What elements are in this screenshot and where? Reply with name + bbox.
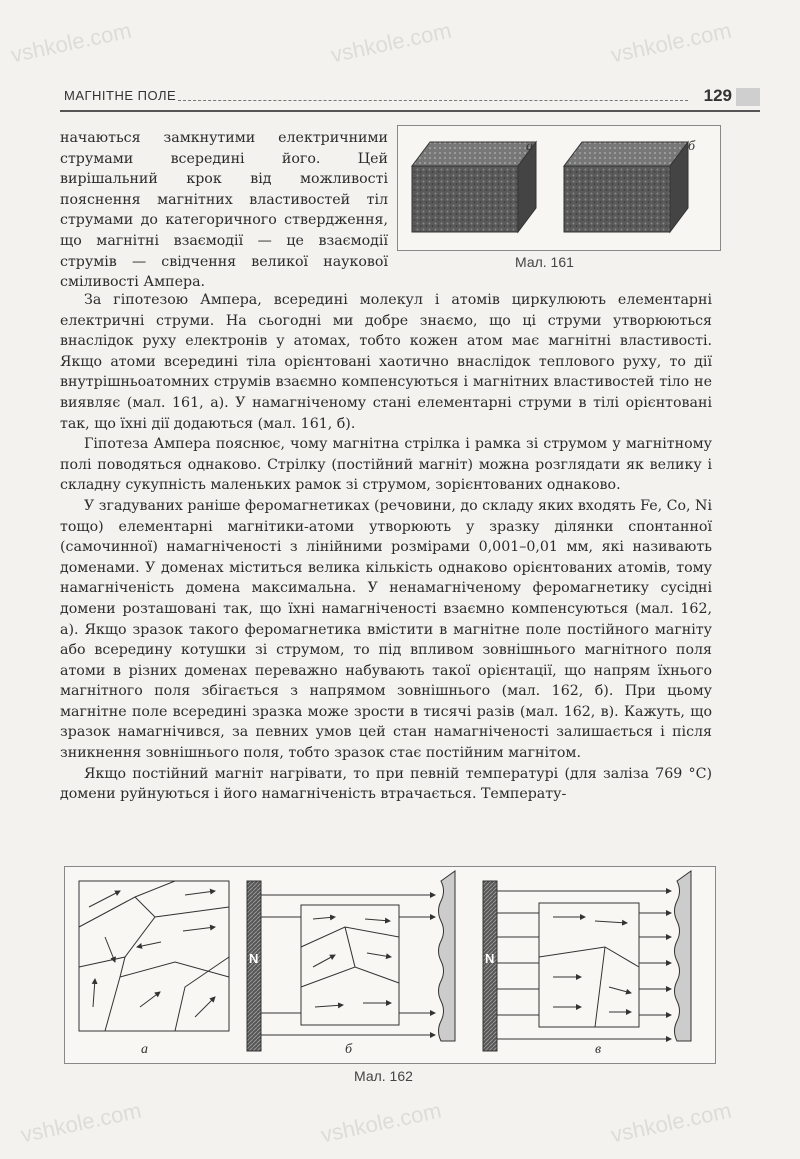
paragraph-2: За гіпотезою Ампера, всередині молекул і атомів циркулюють елементарні електричні струми. На сьогодні ми добре знаємо, що ці струми утворюються внаслідок руху електронів у атомах, тобто кожен атом має магнітні властивості. Якщо атоми всередині тіла орієнтовані хаотично внаслідок теплового руху, то дії внутрішньоатомних струмів взаємно компенсуються і магнітних властивостей тіло не виявляє (мал. 161, а). У намагніченому стані елементарні струми в тілі орієнтовані так, що їхні дії додаються (мал. 161, б).	[60, 292, 712, 432]
page-header	[60, 86, 760, 112]
watermark: vshkole.com	[8, 17, 134, 68]
figure-162-caption: Мал. 162	[354, 1068, 413, 1084]
page-number: 129	[703, 86, 732, 105]
label-a: а	[141, 1042, 148, 1057]
watermark: vshkole.com	[328, 17, 454, 68]
pole-label: N	[249, 951, 259, 966]
label-a: а	[526, 139, 533, 154]
panel-c	[483, 871, 691, 1051]
section-title: МАГНІТНЕ ПОЛЕ	[64, 88, 177, 103]
body-text	[60, 290, 712, 805]
paragraph-1: начаються замкнутими електричними струмами всередині його. Цей вирішальний крок від можливості пояснення магнітних властивостей тіл струмами до категоричного ствердження, що магнітні взаємодії — це взаємодії струмів — свідчення великої наукової сміливості Ампера.	[60, 130, 388, 291]
figure-162	[64, 866, 716, 1064]
paragraph-3: Гіпотеза Ампера пояснює, чому магнітна стрілка і рамка зі струмом у магнітному полі поводяться однаково. Стрілку (постійний магніт) можна розглядати як велику і складну сукупність маленьких рамок зі струмом, зорієнтованих однаково.	[60, 436, 712, 494]
block-a	[412, 142, 536, 232]
watermark: vshkole.com	[318, 1097, 444, 1148]
panel-b	[247, 871, 455, 1051]
watermark: vshkole.com	[18, 1097, 144, 1148]
paragraph-5: Якщо постійний магніт нагрівати, то при певній температурі (для заліза 769 °С) домени руйнуються і його намагніченість втрачається. Температу-	[60, 765, 712, 803]
header-divider	[178, 100, 688, 101]
figure-161-caption: Мал. 161	[515, 254, 574, 270]
header-underline	[60, 110, 760, 112]
paragraph-4: У згадуваних раніше феромагнетиках (речовини, до складу яких входять Fe, Co, Ni тощо) елементарні магнітики-атоми утворюють у зразку ділянки спонтанної (самочинної) намагніченості з лінійними розмірами 0,001–0,01 мм, які називають доменами. У доменах міститься велика кількість однаково орієнтованих атомів, тому намагніченість домена максимальна. У ненамагніченому феромагнетику сусідні домени розташовані так, що їхні намагніченості взаємно компенсуються (мал. 162, а). Якщо зразок такого феромагнетика вмістити в магнітне поле постійного магніту або всередину котушки зі струмом, то під впливом зовнішнього магнітного поля атоми в різних доменах переважно набувають такої орієнтації, що напрям їхнього магнітного поля збігається з напрямом зовнішнього (мал. 162, б). При цьому магнітне поле всередині зразка може зрости в тисячі разів (мал. 162, в). Кажуть, що зразок намагнічився, за певних умов цей стан намагніченості залишається і після зникнення зовнішнього поля, тобто зразок стає постійним магнітом.	[60, 497, 712, 762]
label-c: в	[595, 1042, 602, 1057]
block-b	[564, 142, 688, 232]
watermark: vshkole.com	[608, 1097, 734, 1148]
figure-161	[397, 125, 721, 251]
panel-a	[79, 881, 229, 1031]
watermark: vshkole.com	[608, 17, 734, 68]
label-b: б	[345, 1042, 353, 1057]
header-marker	[736, 88, 760, 106]
label-b: б	[688, 139, 696, 154]
pole-label: N	[485, 951, 495, 966]
